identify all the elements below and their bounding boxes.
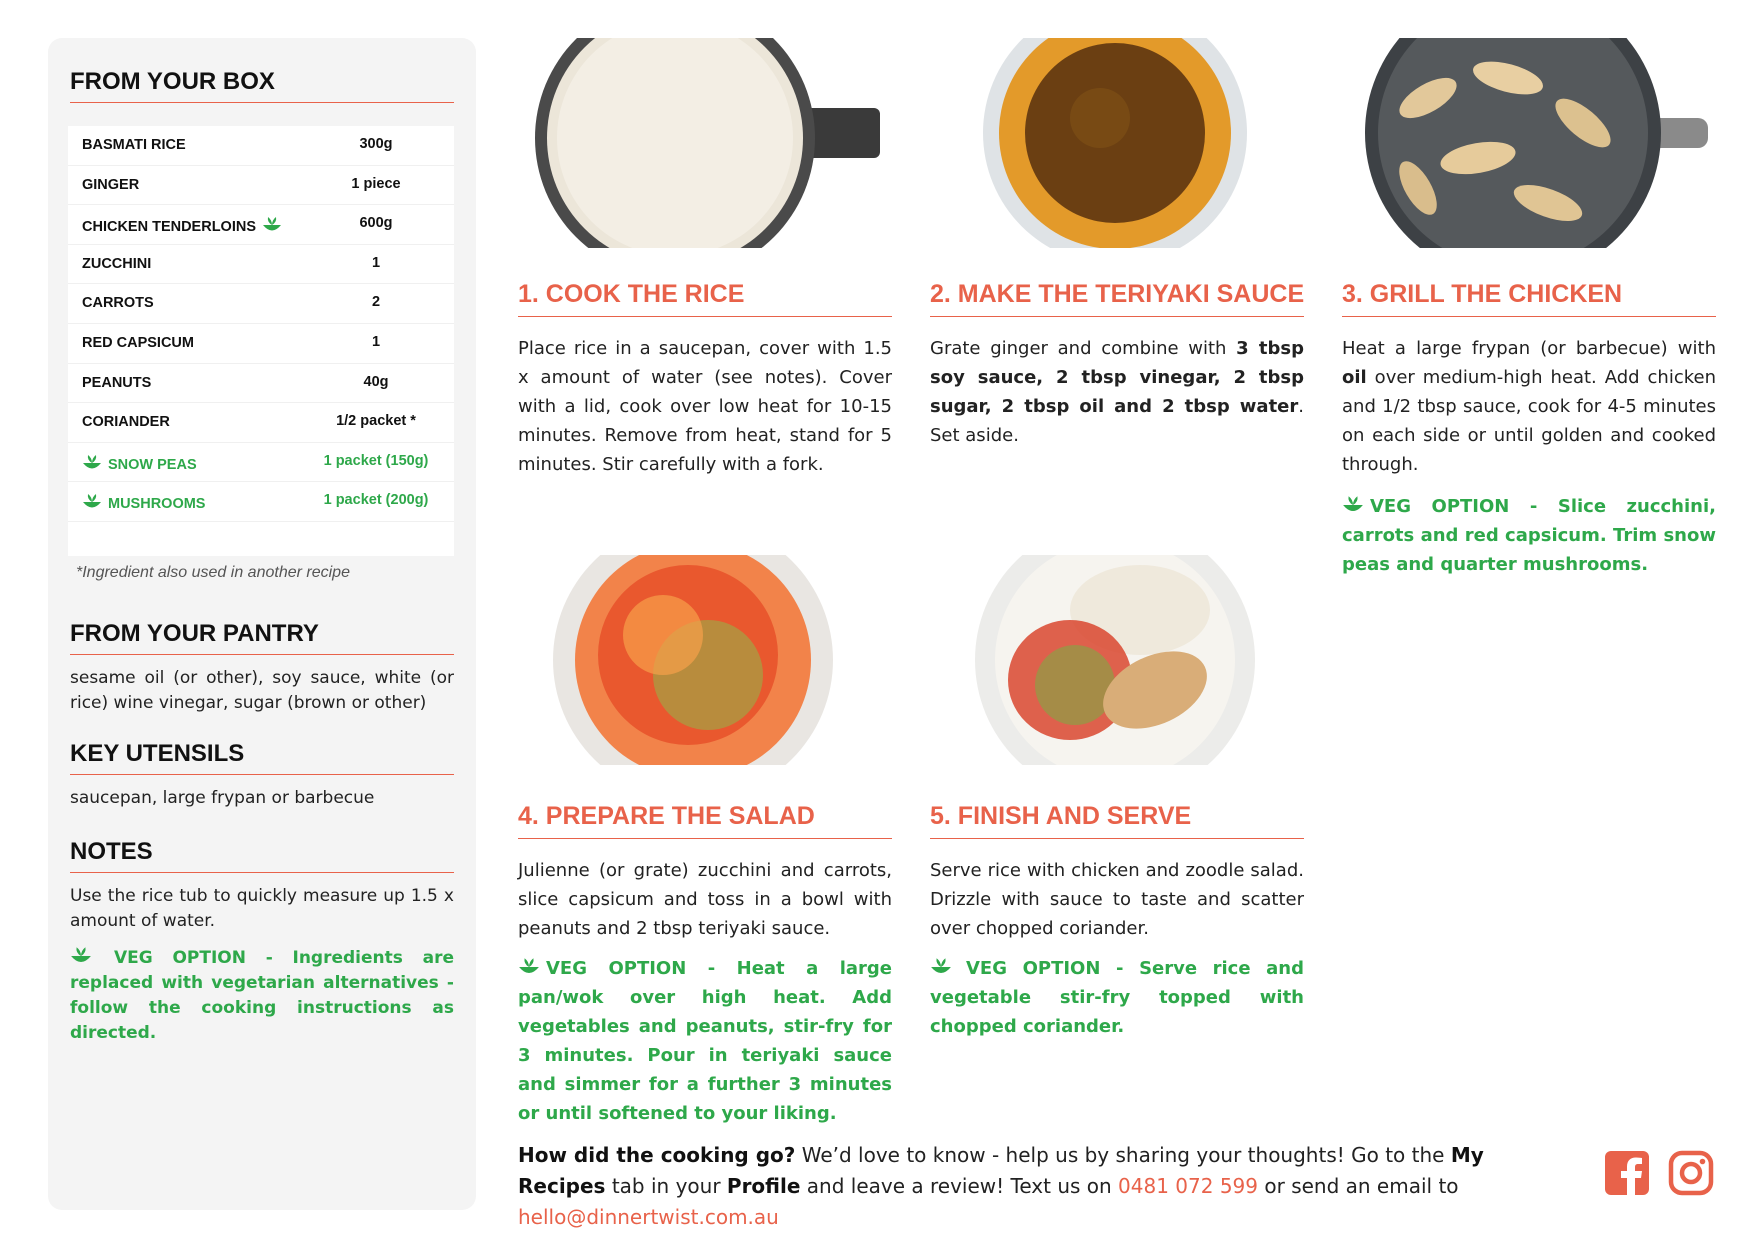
step-3-text bbox=[1342, 334, 1716, 479]
ingredient-row bbox=[68, 245, 454, 285]
ingredient-row bbox=[68, 324, 454, 364]
instagram-icon[interactable] bbox=[1668, 1150, 1714, 1196]
step-2-text-post: . Set aside. bbox=[930, 396, 1304, 446]
finished-dish-photo bbox=[965, 555, 1265, 765]
veg-leaf-icon bbox=[930, 957, 952, 977]
ingredient-qty: 1 piece bbox=[351, 175, 401, 192]
ingredients-table bbox=[68, 126, 454, 556]
ingredient-row-veg bbox=[68, 482, 454, 522]
ingredient-qty: 600g bbox=[359, 215, 393, 232]
step-3-title: 3. GRILL THE CHICKEN bbox=[1342, 280, 1716, 317]
ingredient-name: CHICKEN TENDERLOINS bbox=[82, 219, 257, 236]
veg-leaf-icon bbox=[518, 957, 540, 977]
rice-pan-photo bbox=[520, 38, 880, 248]
veg-leaf-icon bbox=[262, 216, 282, 234]
ingredient-row bbox=[68, 364, 454, 404]
ingredient-row bbox=[68, 166, 454, 206]
ingredient-qty: 1 bbox=[371, 254, 381, 271]
step-2-title: 2. MAKE THE TERIYAKI SAUCE bbox=[930, 280, 1304, 317]
ingredient-qty: 1 packet (200g) bbox=[323, 492, 429, 509]
step-5-veg-option bbox=[930, 954, 1304, 1041]
step-1-text: Place rice in a saucepan, cover with 1.5 x amount of water (see notes). Cover with a lid, cook over low heat for 10-15 minutes. Remove from heat, stand for 5 minutes. Stir carefully with a fork. bbox=[518, 338, 892, 475]
step-2-text-bold: 3 tbsp soy sauce, 2 tbsp vinegar, 2 tbsp sugar, 2 tbsp oil and 2 tbsp water bbox=[930, 338, 1304, 417]
notes-veg-option bbox=[70, 946, 454, 1046]
salad-bowl-photo bbox=[548, 555, 838, 765]
footer-question: How did the cooking go? bbox=[518, 1143, 796, 1167]
step-2-text bbox=[930, 334, 1304, 450]
ingredient-footnote: *Ingredient also used in another recipe bbox=[76, 564, 350, 581]
ingredient-row bbox=[68, 284, 454, 324]
ingredient-name: CORIANDER bbox=[82, 414, 170, 431]
notes-veg-text: VEG OPTION - Ingredients are replaced with vegetarian alternatives - follow the cooking instructions as directed. bbox=[70, 948, 454, 1043]
ingredient-qty: 40g bbox=[363, 373, 389, 390]
step-3-text-bold: oil bbox=[1342, 367, 1367, 388]
from-your-box-title: FROM YOUR BOX bbox=[70, 68, 454, 103]
footer-text-3: and leave a review! Text us on bbox=[800, 1174, 1119, 1198]
feedback-footer bbox=[518, 1140, 1578, 1233]
notes-text: Use the rice tub to quickly measure up 1.5 x amount of water. bbox=[70, 886, 454, 931]
ingredient-row-veg bbox=[68, 443, 454, 483]
ingredient-qty: 1 packet (150g) bbox=[323, 452, 429, 469]
notes-title: NOTES bbox=[70, 838, 454, 873]
footer-text-4: or send an email to bbox=[1258, 1174, 1459, 1198]
step-3-text-pre: Heat a large frypan (or barbecue) with bbox=[1342, 338, 1716, 359]
ingredient-qty: 300g bbox=[359, 136, 393, 152]
veg-leaf-icon bbox=[82, 454, 102, 472]
step-4-title: 4. PREPARE THE SALAD bbox=[518, 802, 892, 839]
pantry-text: sesame oil (or other), soy sauce, white (or rice) wine vinegar, sugar (brown or other) bbox=[70, 668, 454, 713]
ingredient-name-wrap bbox=[82, 493, 205, 512]
ingredient-row bbox=[68, 126, 454, 166]
step-3-veg-option bbox=[1342, 492, 1716, 579]
veg-leaf-icon bbox=[1342, 495, 1364, 515]
step-4-text: Julienne (or grate) zucchini and carrots, slice capsicum and toss in a bowl with peanuts and 2 tbsp teriyaki sauce. bbox=[518, 860, 892, 939]
pantry-title: FROM YOUR PANTRY bbox=[70, 620, 454, 655]
ingredient-name: MUSHROOMS bbox=[108, 496, 206, 513]
ingredient-name: CARROTS bbox=[82, 295, 154, 312]
ingredient-row bbox=[68, 403, 454, 443]
step-5-text: Serve rice with chicken and zoodle salad. Drizzle with sauce to taste and scatter over chopped coriander. bbox=[930, 860, 1304, 939]
step-5-veg-text: VEG OPTION - Serve rice and vegetable stir-fry topped with chopped coriander. bbox=[930, 958, 1304, 1037]
ingredients-sidebar bbox=[48, 38, 476, 1210]
footer-profile: Profile bbox=[726, 1174, 801, 1198]
step-4-veg-option bbox=[518, 954, 892, 1128]
utensils-title: KEY UTENSILS bbox=[70, 740, 454, 775]
ingredient-name: ZUCCHINI bbox=[82, 255, 152, 272]
step-1-title: 1. COOK THE RICE bbox=[518, 280, 892, 317]
teriyaki-sauce-photo bbox=[980, 38, 1250, 248]
veg-leaf-icon bbox=[70, 946, 92, 966]
step-3-veg-text: VEG OPTION - Slice zucchini, carrots and red capsicum. Trim snow peas and quarter mushrooms. bbox=[1342, 496, 1716, 575]
footer-text-2: tab in your bbox=[605, 1174, 727, 1198]
ingredient-name: PEANUTS bbox=[82, 374, 152, 391]
ingredient-name: RED CAPSICUM bbox=[82, 334, 194, 351]
footer-phone-link[interactable]: 0481 072 599 bbox=[1118, 1174, 1259, 1198]
step-4-veg-text: VEG OPTION - Heat a large pan/wok over high heat. Add vegetables and peanuts, stir-fry for 3 minutes. Pour in teriyaki sauce and simmer for a further 3 minutes or until softened to your liking. bbox=[518, 958, 892, 1124]
ingredient-qty: 2 bbox=[371, 294, 381, 311]
ingredient-name: SNOW PEAS bbox=[108, 456, 197, 473]
footer-email-link[interactable]: hello@dinnertwist.com.au bbox=[518, 1205, 779, 1229]
step-2-text-pre: Grate ginger and combine with bbox=[930, 338, 1237, 359]
footer-text-1: We’d love to know - help us by sharing your thoughts! Go to the bbox=[795, 1143, 1451, 1167]
ingredient-name: BASMATI RICE bbox=[82, 137, 186, 153]
step-3-text-post: over medium-high heat. Add chicken and 1/2 tbsp sauce, cook for 4-5 minutes on each side or until golden and cooked through. bbox=[1342, 367, 1716, 475]
ingredient-qty: 1/2 packet * bbox=[336, 413, 416, 430]
ingredient-name-wrap bbox=[82, 216, 282, 235]
ingredient-qty: 1 bbox=[371, 333, 381, 350]
veg-leaf-icon bbox=[82, 493, 102, 511]
ingredient-name-wrap bbox=[82, 454, 197, 473]
ingredient-name: GINGER bbox=[82, 176, 140, 193]
facebook-icon[interactable] bbox=[1604, 1150, 1650, 1196]
footer-my-recipes: My Recipes bbox=[518, 1143, 1484, 1198]
step-5-title: 5. FINISH AND SERVE bbox=[930, 802, 1304, 839]
chicken-pan-photo bbox=[1348, 38, 1708, 248]
ingredient-row bbox=[68, 205, 454, 245]
utensils-text: saucepan, large frypan or barbecue bbox=[70, 788, 375, 808]
